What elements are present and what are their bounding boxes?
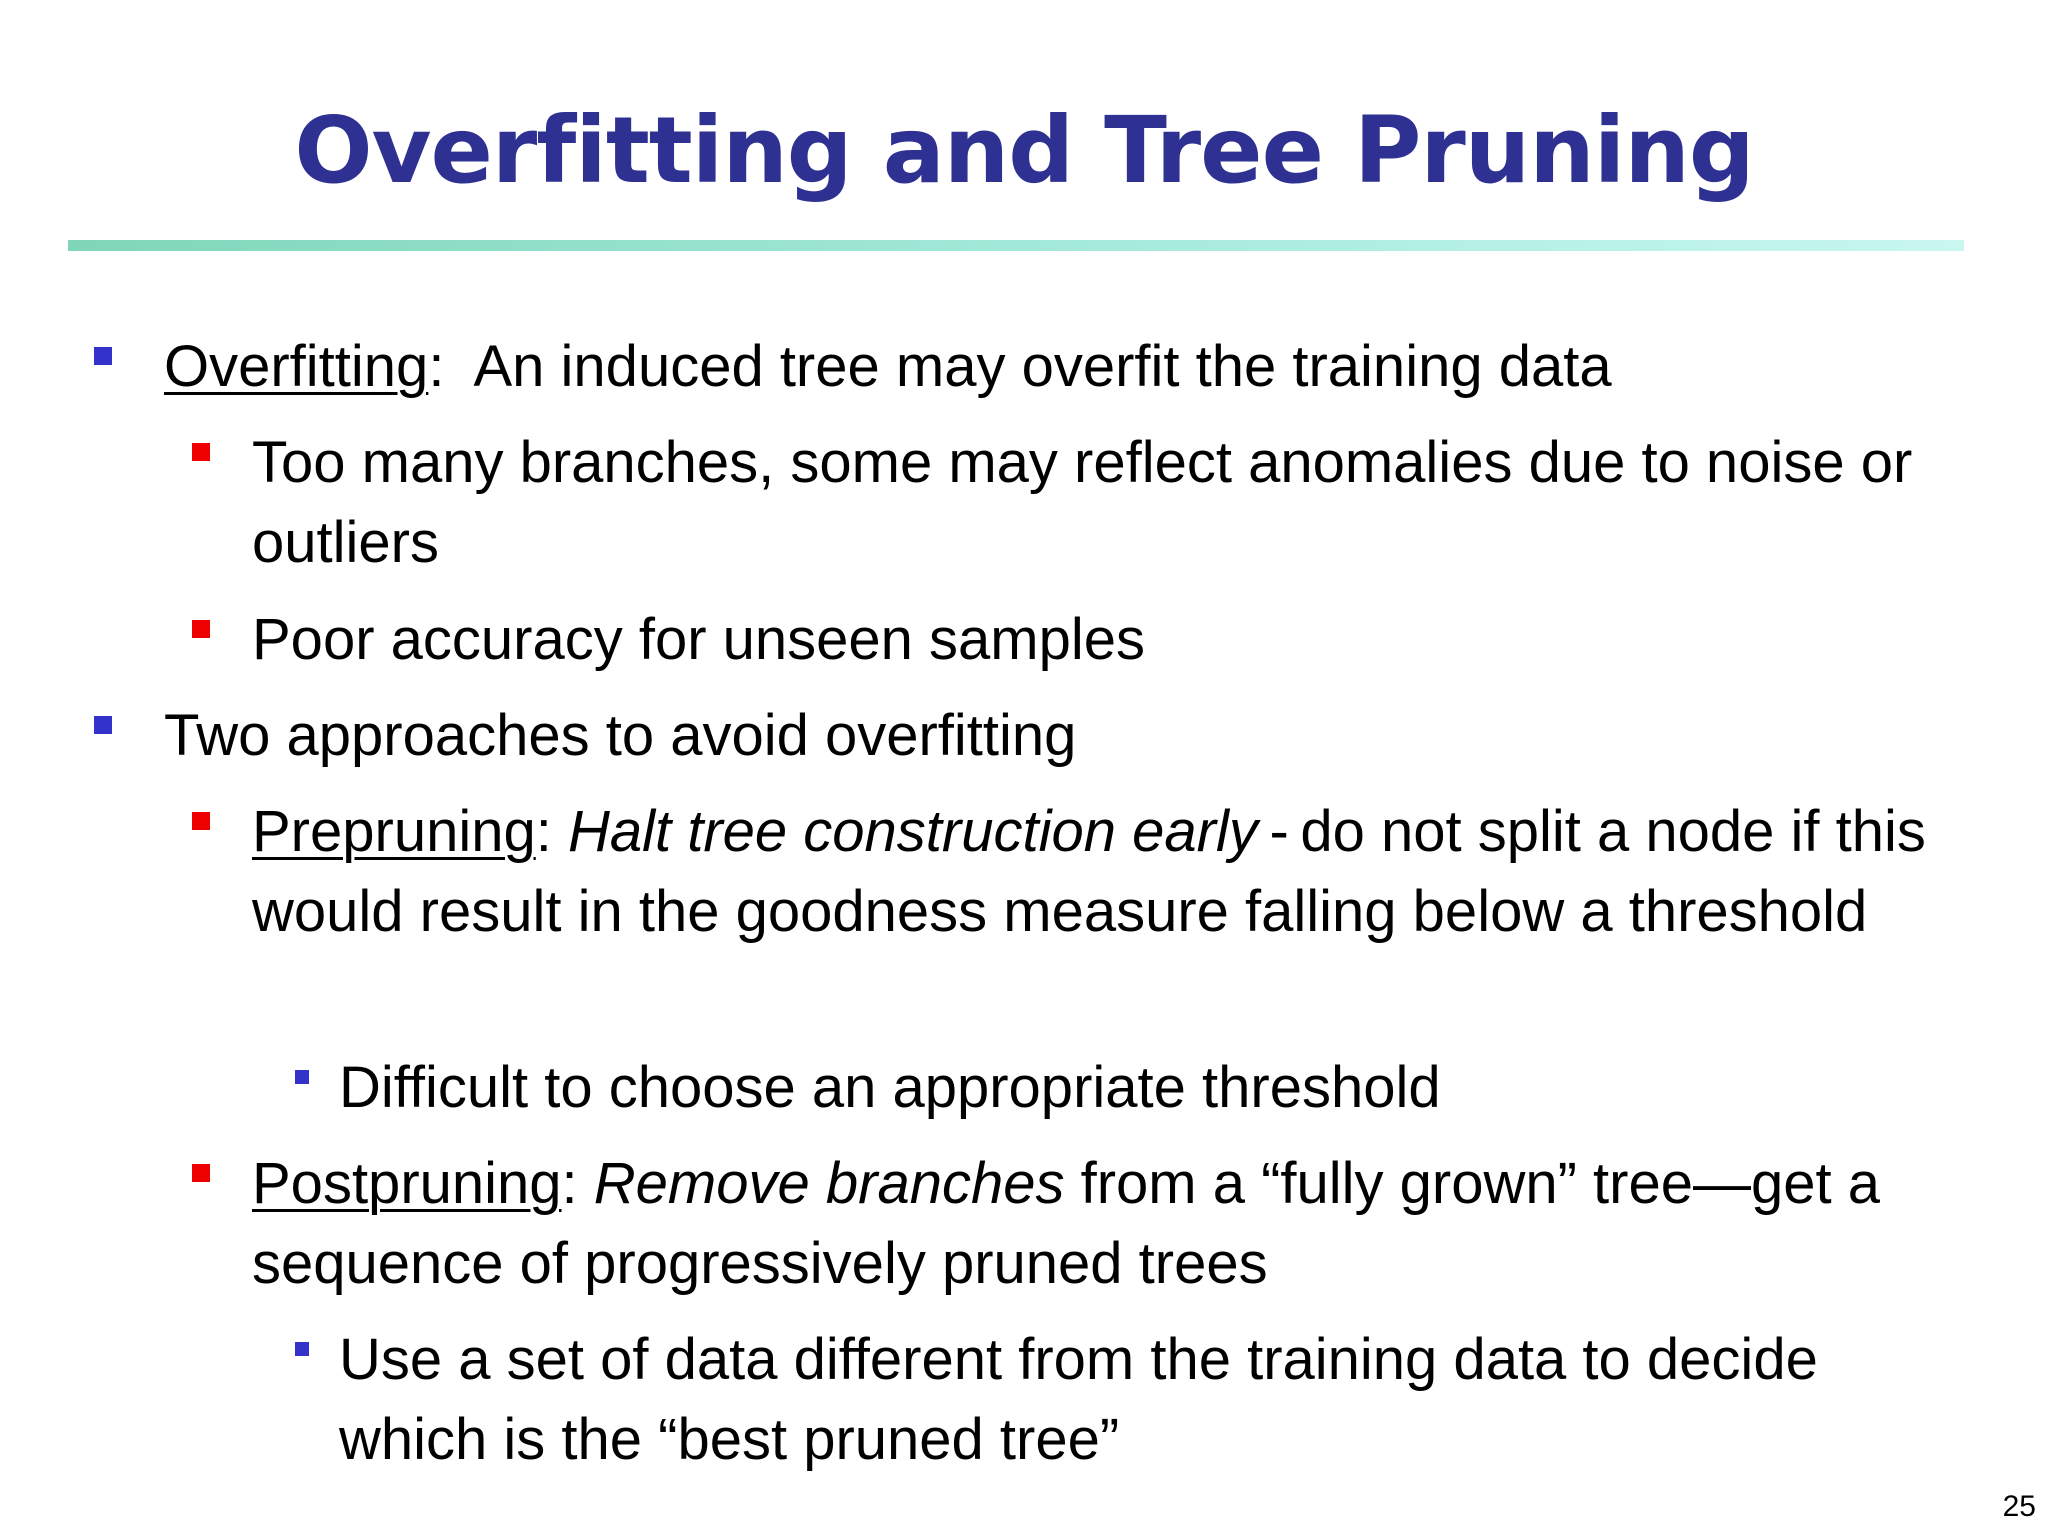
- separator: :: [561, 1151, 594, 1216]
- bullet-text: - do not split a node if this would result in the goodness measure falling below a threshold: [252, 799, 1926, 944]
- bullet-square-icon: [295, 1070, 309, 1084]
- separator: :: [428, 334, 445, 399]
- bullet-overfitting: [164, 327, 1984, 407]
- term-overfitting: Overfitting: [164, 334, 429, 399]
- bullet-square-icon: [192, 443, 210, 461]
- separator: :: [535, 799, 568, 864]
- term-postpruning: Postpruning: [252, 1151, 562, 1216]
- bullet-text: from a “fully grown” tree—get a sequence of progressively pruned trees: [252, 1151, 1897, 1296]
- emphasis-text: Halt tree construction early: [567, 799, 1258, 864]
- term-prepruning: Prepruning: [252, 799, 536, 864]
- bullet-too-many-branches: Too many branches, some may reflect anomalies due to noise or outliers: [252, 430, 1913, 575]
- bullet-square-icon: [94, 716, 112, 734]
- bullet-square-icon: [295, 1342, 309, 1356]
- bullet-square-icon: [192, 812, 210, 830]
- bullet-difficult-threshold: Difficult to choose an appropriate threshold: [339, 1055, 1441, 1120]
- slide-title: Overfitting and Tree Pruning: [294, 97, 1754, 204]
- bullet-square-icon: [192, 1164, 210, 1182]
- bullet-postpruning: [252, 1144, 1952, 1304]
- bullet-square-icon: [192, 620, 210, 638]
- bullet-use-validation-set: Use a set of data different from the training data to decide which is the “best pruned tree”: [339, 1327, 1818, 1472]
- bullet-prepruning: [252, 792, 1952, 952]
- emphasis-text: Remove branches: [593, 1151, 1065, 1216]
- bullet-text: An induced tree may overfit the training data: [444, 334, 1612, 399]
- bullet-two-approaches: Two approaches to avoid overfitting: [164, 703, 1077, 768]
- bullet-square-icon: [94, 347, 112, 365]
- page-number: 25: [2002, 1490, 2036, 1523]
- bullet-poor-accuracy: Poor accuracy for unseen samples: [252, 607, 1145, 672]
